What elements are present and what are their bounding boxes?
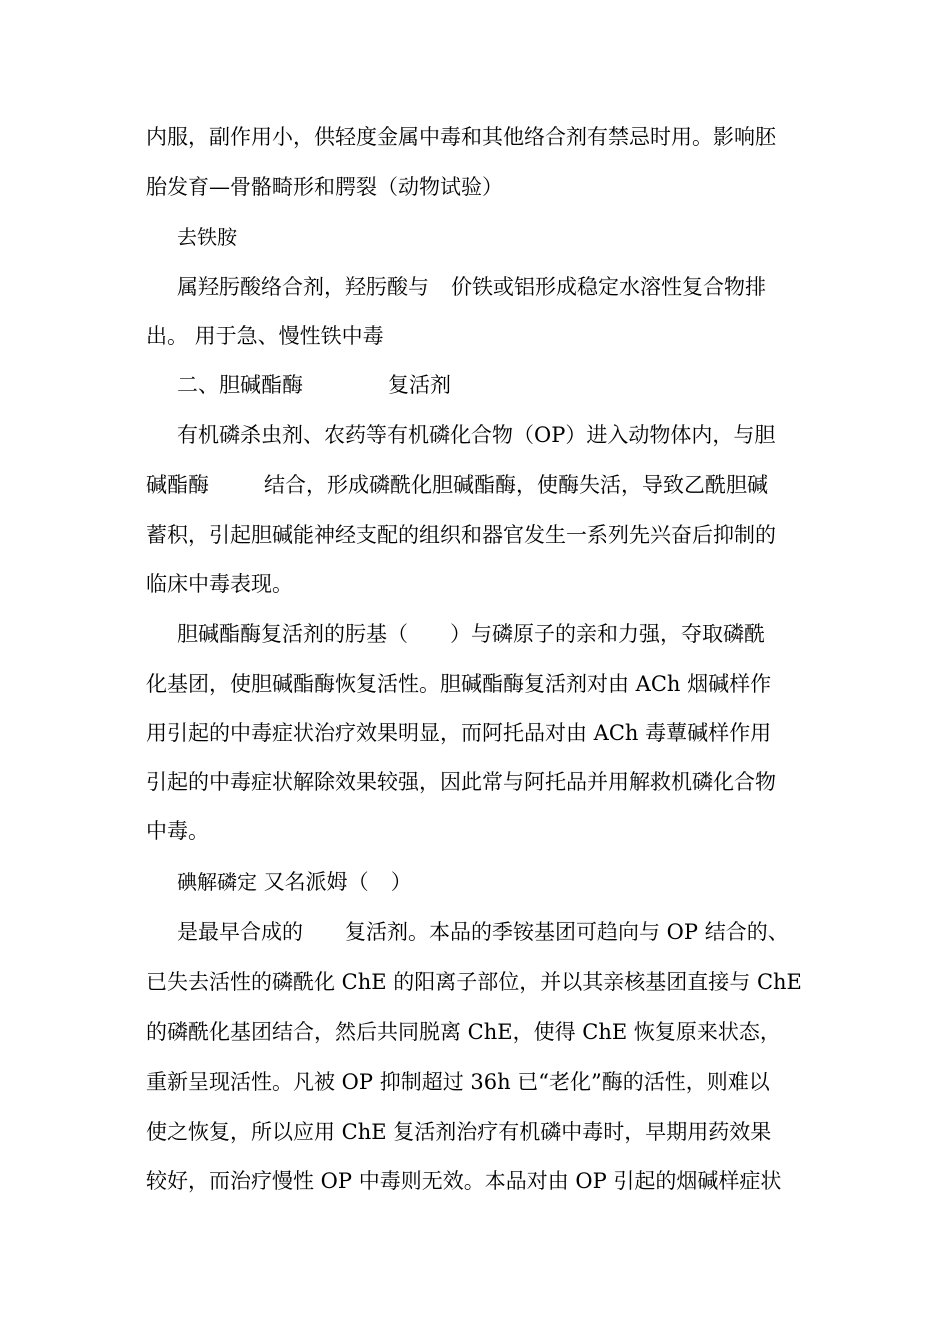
text-line: 化基团，使胆碱酯酶恢复活性。胆碱酯酶复活剂对由 ACh 烟碱样作 <box>146 672 772 696</box>
text-line: 已失去活性的磷酰化 ChE 的阳离子部位，并以其亲核基团直接与 ChE <box>146 970 802 994</box>
text-line: 中毒。 <box>146 819 209 843</box>
text-fragment: 复活剂。本品的季铵基团可趋向与 OP 结合的、 <box>345 920 789 944</box>
text-line <box>177 918 811 946</box>
text-fragment: 属羟肟酸络合剂，羟肟酸与 <box>177 275 429 299</box>
text-fragment: 价铁或铝形成稳定水溶性复合物排 <box>451 275 766 299</box>
text-line <box>177 620 811 648</box>
text-line: 使之恢复，所以应用 ChE 复活剂治疗有机磷中毒时，早期用药效果 <box>146 1120 772 1144</box>
text-fragment: ）与磷原子的亲和力强，夺取磷酰 <box>450 622 765 646</box>
text-line: 用引起的中毒症状治疗效果明显，而阿托品对由 ACh 毒蕈碱样作用 <box>146 721 772 745</box>
drug-name: 碘解磷定 <box>177 870 257 894</box>
heading-fragment: 复活剂 <box>388 373 451 397</box>
text-fragment: ） <box>390 870 412 894</box>
section-heading-deferoxamine: 去铁胺 <box>177 225 237 249</box>
text-line: 胎发育—骨骼畸形和腭裂（动物试验） <box>146 175 503 199</box>
text-line: 出。 用于急、慢性铁中毒 <box>146 324 384 348</box>
drug-heading-pralidoxime-iodide <box>177 868 811 896</box>
heading-fragment: 二、胆碱酯酶 <box>177 373 303 397</box>
text-fragment: 胆碱酯酶复活剂的肟基（ <box>177 622 408 646</box>
text-line: 有机磷杀虫剂、农药等有机磷化合物（OP）进入动物体内，与胆 <box>177 423 776 447</box>
text-line: 引起的中毒症状解除效果较强，因此常与阿托品并用解救机磷化合物 <box>146 770 776 794</box>
text-fragment: 结合，形成磷酰化胆碱酯酶，使酶失活，导致乙酰胆碱 <box>264 473 768 497</box>
section-heading-cholinesterase-reactivator <box>177 371 811 399</box>
text-fragment: 是最早合成的 <box>177 920 303 944</box>
text-line: 内服，副作用小，供轻度金属中毒和其他络合剂有禁忌时用。影响胚 <box>146 125 776 149</box>
text-line <box>177 273 811 301</box>
text-line: 蓄积，引起胆碱能神经支配的组织和器官发生一系列先兴奋后抑制的 <box>146 523 776 547</box>
text-line <box>146 471 811 499</box>
text-fragment: 又名派姆（ <box>263 870 369 894</box>
text-line: 临床中毒表现。 <box>146 572 293 596</box>
text-line: 较好，而治疗慢性 OP 中毒则无效。本品对由 OP 引起的烟碱样症状 <box>146 1169 782 1193</box>
text-fragment: 碱酯酶 <box>146 473 209 497</box>
text-line: 的磷酰化基团结合，然后共同脱离 ChE，使得 ChE 恢复原来状态， <box>146 1020 781 1044</box>
text-line: 重新呈现活性。凡被 OP 抑制超过 36h 已“老化”酶的活性，则难以 <box>146 1070 770 1094</box>
